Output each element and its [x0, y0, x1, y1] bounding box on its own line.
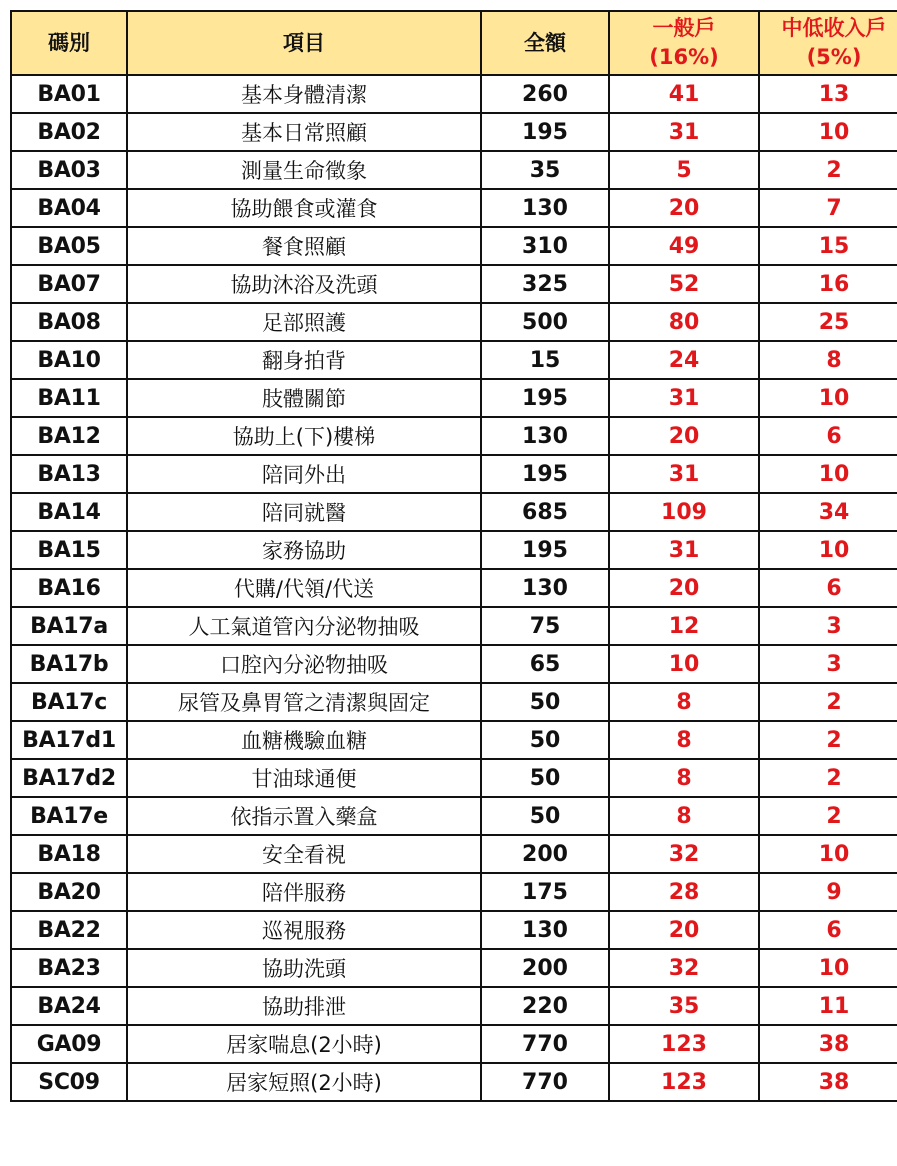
cell-item: 居家喘息(2小時)	[127, 1025, 481, 1063]
cell-low-income-copay: 8	[759, 341, 897, 379]
cell-item: 口腔內分泌物抽吸	[127, 645, 481, 683]
cell-code: BA01	[11, 75, 127, 113]
cell-item: 陪伴服務	[127, 873, 481, 911]
cell-total: 770	[481, 1063, 609, 1101]
cell-low-income-copay: 10	[759, 455, 897, 493]
table-row	[11, 227, 897, 265]
cell-general-copay: 31	[609, 113, 759, 151]
cell-low-income-copay: 9	[759, 873, 897, 911]
cell-total: 15	[481, 341, 609, 379]
cell-total: 195	[481, 531, 609, 569]
cell-general-copay: 31	[609, 379, 759, 417]
cell-total: 50	[481, 759, 609, 797]
table-row	[11, 1063, 897, 1101]
header-code: 碼別	[11, 11, 127, 75]
cell-general-copay: 24	[609, 341, 759, 379]
header-item: 項目	[127, 11, 481, 75]
table-row	[11, 265, 897, 303]
cell-general-copay: 12	[609, 607, 759, 645]
cell-total: 50	[481, 721, 609, 759]
cell-item: 居家短照(2小時)	[127, 1063, 481, 1101]
cell-item: 協助上(下)樓梯	[127, 417, 481, 455]
cell-total: 195	[481, 455, 609, 493]
cell-code: BA08	[11, 303, 127, 341]
cell-low-income-copay: 13	[759, 75, 897, 113]
cell-total: 500	[481, 303, 609, 341]
cell-item: 協助餵食或灌食	[127, 189, 481, 227]
cell-low-income-copay: 6	[759, 911, 897, 949]
table-row	[11, 455, 897, 493]
cell-total: 175	[481, 873, 609, 911]
cell-code: BA07	[11, 265, 127, 303]
table-row	[11, 759, 897, 797]
cell-total: 75	[481, 607, 609, 645]
cell-low-income-copay: 2	[759, 683, 897, 721]
cell-low-income-copay: 10	[759, 531, 897, 569]
header-low-income-rate: (5%)	[806, 45, 862, 69]
table-row	[11, 417, 897, 455]
cell-item: 協助洗頭	[127, 949, 481, 987]
cell-code: BA03	[11, 151, 127, 189]
cell-low-income-copay: 6	[759, 569, 897, 607]
cell-item: 家務協助	[127, 531, 481, 569]
table-row	[11, 683, 897, 721]
cell-total: 35	[481, 151, 609, 189]
cell-code: BA15	[11, 531, 127, 569]
table-row	[11, 987, 897, 1025]
cell-item: 代購/代領/代送	[127, 569, 481, 607]
table-row	[11, 75, 897, 113]
cell-general-copay: 20	[609, 417, 759, 455]
cell-total: 200	[481, 949, 609, 987]
table-row	[11, 113, 897, 151]
cell-item: 陪同外出	[127, 455, 481, 493]
table-row	[11, 607, 897, 645]
cell-item: 基本身體清潔	[127, 75, 481, 113]
cell-item: 尿管及鼻胃管之清潔與固定	[127, 683, 481, 721]
cell-code: BA14	[11, 493, 127, 531]
cell-general-copay: 28	[609, 873, 759, 911]
cell-low-income-copay: 16	[759, 265, 897, 303]
service-fee-table	[10, 10, 897, 1102]
cell-general-copay: 123	[609, 1063, 759, 1101]
cell-total: 50	[481, 683, 609, 721]
cell-low-income-copay: 2	[759, 797, 897, 835]
cell-code: BA10	[11, 341, 127, 379]
table-row	[11, 303, 897, 341]
cell-code: SC09	[11, 1063, 127, 1101]
cell-low-income-copay: 38	[759, 1063, 897, 1101]
cell-general-copay: 5	[609, 151, 759, 189]
cell-general-copay: 32	[609, 835, 759, 873]
cell-item: 協助沐浴及洗頭	[127, 265, 481, 303]
cell-code: BA04	[11, 189, 127, 227]
cell-low-income-copay: 3	[759, 645, 897, 683]
cell-low-income-copay: 10	[759, 379, 897, 417]
cell-total: 130	[481, 417, 609, 455]
cell-total: 325	[481, 265, 609, 303]
cell-total: 195	[481, 379, 609, 417]
cell-general-copay: 109	[609, 493, 759, 531]
cell-low-income-copay: 3	[759, 607, 897, 645]
table-row	[11, 569, 897, 607]
table-row	[11, 189, 897, 227]
cell-low-income-copay: 10	[759, 835, 897, 873]
table-row	[11, 379, 897, 417]
cell-code: BA12	[11, 417, 127, 455]
table-row	[11, 645, 897, 683]
header-general-label: 一般戶	[652, 16, 716, 40]
cell-general-copay: 123	[609, 1025, 759, 1063]
table-row	[11, 873, 897, 911]
cell-code: BA17a	[11, 607, 127, 645]
cell-code: BA22	[11, 911, 127, 949]
cell-total: 200	[481, 835, 609, 873]
table-row	[11, 493, 897, 531]
cell-low-income-copay: 2	[759, 759, 897, 797]
cell-general-copay: 80	[609, 303, 759, 341]
cell-code: BA18	[11, 835, 127, 873]
cell-code: BA17e	[11, 797, 127, 835]
table-header	[11, 11, 897, 75]
cell-item: 血糖機驗血糖	[127, 721, 481, 759]
cell-low-income-copay: 6	[759, 417, 897, 455]
cell-low-income-copay: 2	[759, 151, 897, 189]
cell-low-income-copay: 15	[759, 227, 897, 265]
cell-low-income-copay: 11	[759, 987, 897, 1025]
cell-general-copay: 31	[609, 531, 759, 569]
cell-item: 協助排泄	[127, 987, 481, 1025]
cell-code: BA13	[11, 455, 127, 493]
cell-general-copay: 8	[609, 721, 759, 759]
cell-code: GA09	[11, 1025, 127, 1063]
cell-item: 依指示置入藥盒	[127, 797, 481, 835]
cell-total: 220	[481, 987, 609, 1025]
cell-item: 人工氣道管內分泌物抽吸	[127, 607, 481, 645]
cell-code: BA24	[11, 987, 127, 1025]
cell-general-copay: 31	[609, 455, 759, 493]
cell-item: 甘油球通便	[127, 759, 481, 797]
table-body	[11, 75, 897, 1101]
table-row	[11, 835, 897, 873]
cell-low-income-copay: 10	[759, 949, 897, 987]
table-row	[11, 531, 897, 569]
table-row	[11, 151, 897, 189]
cell-code: BA05	[11, 227, 127, 265]
cell-total: 65	[481, 645, 609, 683]
table-row	[11, 1025, 897, 1063]
cell-general-copay: 41	[609, 75, 759, 113]
cell-total: 770	[481, 1025, 609, 1063]
table-row	[11, 797, 897, 835]
cell-general-copay: 20	[609, 189, 759, 227]
cell-code: BA17d2	[11, 759, 127, 797]
cell-item: 翻身拍背	[127, 341, 481, 379]
cell-code: BA02	[11, 113, 127, 151]
cell-general-copay: 8	[609, 683, 759, 721]
header-general-household	[609, 11, 759, 75]
cell-item: 基本日常照顧	[127, 113, 481, 151]
cell-low-income-copay: 38	[759, 1025, 897, 1063]
cell-general-copay: 32	[609, 949, 759, 987]
cell-item: 肢體關節	[127, 379, 481, 417]
cell-low-income-copay: 7	[759, 189, 897, 227]
table-row	[11, 911, 897, 949]
cell-code: BA20	[11, 873, 127, 911]
cell-item: 測量生命徵象	[127, 151, 481, 189]
cell-general-copay: 49	[609, 227, 759, 265]
cell-general-copay: 10	[609, 645, 759, 683]
cell-low-income-copay: 2	[759, 721, 897, 759]
header-row	[11, 11, 897, 75]
table-row	[11, 341, 897, 379]
cell-general-copay: 8	[609, 759, 759, 797]
cell-item: 陪同就醫	[127, 493, 481, 531]
cell-code: BA23	[11, 949, 127, 987]
cell-item: 餐食照顧	[127, 227, 481, 265]
cell-general-copay: 20	[609, 911, 759, 949]
header-general-rate: (16%)	[649, 45, 719, 69]
cell-code: BA17c	[11, 683, 127, 721]
cell-low-income-copay: 10	[759, 113, 897, 151]
cell-total: 50	[481, 797, 609, 835]
cell-code: BA16	[11, 569, 127, 607]
header-total: 全額	[481, 11, 609, 75]
cell-code: BA17d1	[11, 721, 127, 759]
cell-total: 195	[481, 113, 609, 151]
cell-general-copay: 8	[609, 797, 759, 835]
cell-item: 安全看視	[127, 835, 481, 873]
cell-code: BA17b	[11, 645, 127, 683]
cell-low-income-copay: 34	[759, 493, 897, 531]
cell-total: 260	[481, 75, 609, 113]
cell-item: 足部照護	[127, 303, 481, 341]
table-row	[11, 721, 897, 759]
cell-total: 685	[481, 493, 609, 531]
cell-item: 巡視服務	[127, 911, 481, 949]
cell-general-copay: 20	[609, 569, 759, 607]
cell-general-copay: 52	[609, 265, 759, 303]
cell-total: 130	[481, 189, 609, 227]
cell-general-copay: 35	[609, 987, 759, 1025]
cell-low-income-copay: 25	[759, 303, 897, 341]
header-low-income-household	[759, 11, 897, 75]
table-row	[11, 949, 897, 987]
cell-total: 310	[481, 227, 609, 265]
cell-code: BA11	[11, 379, 127, 417]
header-low-income-label: 中低收入戶	[781, 16, 887, 40]
cell-total: 130	[481, 911, 609, 949]
cell-total: 130	[481, 569, 609, 607]
